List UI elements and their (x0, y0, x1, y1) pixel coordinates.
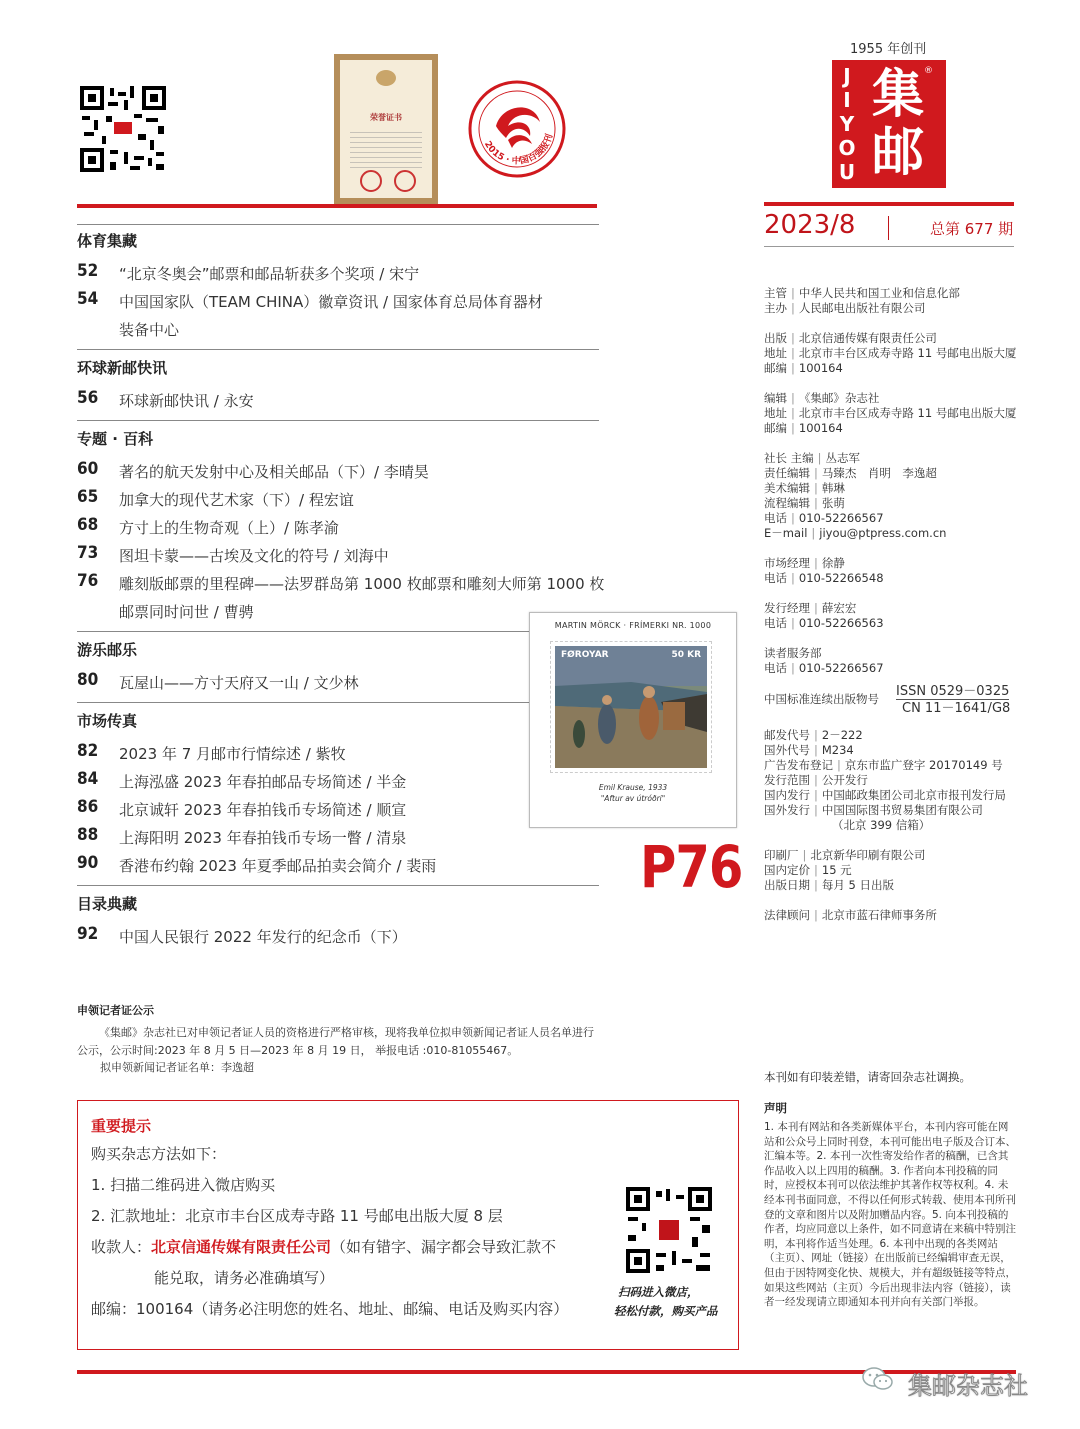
masthead-row (764, 848, 925, 863)
masthead-separator: | (814, 496, 818, 510)
toc-section-title: 体育集藏 (77, 232, 138, 250)
masthead-separator: | (791, 661, 795, 675)
toc-section-title: 游乐邮乐 (77, 641, 138, 659)
statement-body: 1. 本刊有网站和各类新媒体平台，本刊内容可能在网站和公众号上同时刊登，本刊可能出电子版及合订本、汇编本等。2. 本刊一次性寄发给作者的稿酬，已含其作品收入以上四用的稿酬。3. 作者向本刊投稿的同时，应授权本刊可以依法维护其著作权等权利。4. 未经本刊书面同意，不得以任何形式转载、使用本刊所刊登的文章和图片以及附加赠品内容。5. 向本刊投稿的作者，均应同意以上条件，如不同意请在来稿中特别注明，本刊将作适当处理。6. 本刊中出现的各类网站（主页）、网址（链接）在出版前已经编辑审查无误，但由于因特网变化快、规模大，并有超级链接等特点，如果这些网站（主页）今后出现非法内容（链接），读者一经发现请立即通知本刊并向有关部门举报。 (764, 1121, 1016, 1309)
tips-line3: 2. 汇款地址：北京市丰台区成寿寺路 11 号邮电出版大厦 8 层 (91, 1207, 503, 1225)
masthead-value: 010-52266548 (798, 571, 884, 585)
masthead-separator: | (814, 743, 818, 757)
masthead-separator: | (814, 481, 818, 495)
masthead-label: 美术编辑 (764, 481, 810, 495)
masthead-separator: | (814, 601, 818, 615)
masthead-label: 国外代号 (764, 743, 810, 757)
masthead-row (764, 773, 868, 788)
masthead-value: 薛宏宏 (821, 601, 857, 615)
toc-entry-text[interactable]: 加拿大的现代艺术家（下）/ 程宏谊 (119, 491, 354, 509)
logo-underline (764, 202, 1014, 206)
watermark-text: 集邮杂志社 (908, 1372, 1028, 1400)
masthead-label: 电话 (764, 571, 787, 585)
stamp-caption-title: "Aftur av útróðri" (600, 794, 666, 803)
masthead-separator: | (814, 728, 818, 742)
masthead-row (764, 331, 937, 346)
masthead-row (764, 863, 852, 878)
stamp-value: 50 KR (671, 650, 701, 660)
toc-page-number[interactable]: 68 (77, 515, 99, 535)
masthead-row (764, 496, 845, 511)
misprint-notice: 本刊如有印装差错，请寄回杂志社调换。 (764, 1070, 971, 1084)
masthead-row (764, 286, 960, 301)
toc-page-number[interactable]: 54 (77, 289, 99, 309)
magazine-logo (832, 60, 946, 188)
masthead-separator: | (791, 346, 795, 360)
toc-entry-text[interactable]: 香港布约翰 2023 年夏季邮品拍卖会简介 / 裴雨 (119, 857, 437, 875)
toc-entry-text[interactable]: 邮票同时问世 / 曹骋 (119, 603, 254, 621)
masthead-label: 主管 (764, 286, 787, 300)
toc-divider (77, 631, 599, 632)
statement-title: 声明 (764, 1101, 787, 1115)
masthead-value: 北京市丰台区成寿寺路 11 号邮电出版大厦 (798, 406, 1017, 420)
masthead-label: 电话 (764, 511, 787, 525)
masthead-row (764, 908, 937, 923)
toc-page-number[interactable]: 60 (77, 459, 99, 479)
toc-entry-text[interactable]: 北京诚轩 2023 年春拍钱币专场简述 / 顺宣 (119, 801, 407, 819)
masthead-value: 010-52266563 (798, 616, 884, 630)
masthead-separator: | (791, 511, 795, 525)
toc-entry-text[interactable]: 著名的航天发射中心及相关邮品（下）/ 李晴昊 (119, 463, 429, 481)
toc-page-number[interactable]: 92 (77, 924, 99, 944)
masthead-separator: | (811, 526, 816, 540)
toc-page-number[interactable]: 86 (77, 797, 99, 817)
masthead-label: 法律顾问 (764, 908, 810, 922)
masthead-separator: | (791, 616, 795, 630)
masthead-value: 2－222 (821, 728, 863, 742)
masthead-row (764, 391, 879, 406)
toc-section-title: 环球新邮快讯 (77, 359, 168, 377)
masthead-row (764, 526, 946, 541)
masthead-value: 100164 (798, 361, 843, 375)
toc-page-number[interactable]: 76 (77, 571, 99, 591)
toc-entry-text[interactable]: 中国国家队（TEAM CHINA）徽章资讯 / 国家体育总局体育器材 (119, 293, 543, 311)
masthead-separator: | (814, 556, 818, 570)
masthead-value: 北京新华印刷有限公司 (810, 848, 926, 862)
masthead-row (764, 646, 830, 661)
masthead-label: 广告发布登记 (764, 758, 833, 772)
masthead-value: 100164 (798, 421, 843, 435)
masthead-separator: | (814, 466, 818, 480)
masthead-row (764, 743, 854, 758)
masthead-value: M234 (821, 743, 854, 757)
masthead-row (764, 728, 863, 743)
masthead-value: 人民邮电出版社有限公司 (798, 301, 926, 315)
masthead-label: 读者服务部 (764, 646, 822, 660)
masthead-separator (764, 818, 772, 832)
masthead-separator: | (814, 788, 818, 802)
toc-page-number[interactable]: 82 (77, 741, 99, 761)
toc-entry-text[interactable]: 上海泓盛 2023 年春拍邮品专场简述 / 半金 (119, 773, 407, 791)
masthead-separator: | (791, 331, 795, 345)
masthead-label: E－mail (764, 526, 808, 540)
certificate-seal (360, 170, 382, 192)
logo-title: 集邮 (872, 64, 925, 183)
masthead-value: 韩琳 (821, 481, 845, 495)
masthead-value: 京东市监广登字 20170149 号 (844, 758, 1003, 772)
issue-divider (888, 216, 889, 240)
masthead-row (764, 406, 1016, 421)
issn-number: ISSN 0529－0325 (896, 684, 1010, 699)
masthead-separator: | (814, 863, 818, 877)
masthead-value: 010-52266567 (798, 661, 884, 675)
toc-top-rule (77, 204, 597, 208)
masthead-separator: | (791, 361, 795, 375)
masthead-label: 责任编辑 (764, 466, 810, 480)
tips-payee-name: 北京信通传媒有限责任公司 (151, 1238, 332, 1256)
tips-line2: 1. 扫描二维码进入微店购买 (91, 1176, 276, 1194)
toc-entry-text[interactable]: 上海阳明 2023 年春拍钱币专场一瞥 / 清泉 (119, 829, 407, 847)
masthead-row (764, 466, 937, 481)
toc-entry-text[interactable]: 环球新邮快讯 / 永安 (119, 392, 254, 410)
stamp-caption-artist: Emil Krause, 1933 (598, 783, 668, 792)
toc-section-title: 专题 · 百科 (77, 430, 154, 448)
masthead-value: 公开发行 (821, 773, 868, 787)
tips-zip: 邮编：100164（请务必注明您的姓名、地址、邮编、电话及购买内容） (91, 1300, 569, 1318)
masthead-label: 出版日期 (764, 878, 810, 892)
registered-mark-icon: ® (924, 66, 933, 76)
toc-divider (77, 420, 599, 421)
masthead-value: 北京信通传媒有限责任公司 (798, 331, 937, 345)
toc-page-number[interactable]: 90 (77, 853, 99, 873)
masthead-value: 中国国际图书贸易集团有限公司 (821, 803, 983, 817)
masthead-value: 《集邮》杂志社 (798, 391, 880, 405)
masthead-separator (822, 646, 830, 660)
masthead-label: 发行范围 (764, 773, 810, 787)
masthead-label: 流程编辑 (764, 496, 810, 510)
masthead-separator: | (814, 878, 818, 892)
issue-number: 总第 677 期 (930, 220, 1014, 238)
masthead-value: 徐静 (821, 556, 845, 570)
masthead-label: 出版 (764, 331, 787, 345)
masthead-value: 马臻杰 肖明 李逸超 (821, 466, 937, 480)
founded-text: 1955 年创刊 (850, 42, 927, 57)
toc-page-number[interactable]: 65 (77, 487, 99, 507)
masthead-value: （北京 399 信箱） (832, 818, 931, 832)
toc-entry-text[interactable]: 雕刻版邮票的里程碑——法罗群岛第 1000 枚邮票和雕刻大师第 1000 枚 (119, 575, 605, 593)
masthead-separator: | (791, 421, 795, 435)
masthead-value: 北京市蓝石律师事务所 (821, 908, 937, 922)
masthead-label: 国外发行 (764, 803, 810, 817)
masthead-row (764, 481, 845, 496)
masthead-separator: | (814, 773, 818, 787)
toc-divider (77, 885, 599, 886)
reporter-notice-names: 拟申领新闻记者证名单：李逸超 (100, 1061, 254, 1074)
masthead-label: 印刷厂 (764, 848, 799, 862)
masthead-separator: | (791, 286, 795, 300)
toc-entry-text[interactable]: 方寸上的生物奇观（上）/ 陈孝渝 (119, 519, 339, 537)
masthead-row (764, 421, 843, 436)
toc-page-number[interactable]: 80 (77, 670, 99, 690)
qr-caption-1: 扫码进入微店， (618, 1285, 699, 1299)
masthead-separator: | (802, 848, 807, 862)
honor-certificate (334, 54, 438, 204)
masthead-separator: | (791, 406, 795, 420)
masthead-row (764, 616, 884, 631)
masthead-row (764, 301, 925, 316)
stamp-image (550, 641, 712, 773)
issn-label: 中国标准连续出版物号 (764, 692, 879, 706)
masthead-separator: | (837, 758, 841, 772)
masthead-row (764, 511, 884, 526)
masthead-separator: | (791, 571, 795, 585)
toc-entry-text[interactable]: 中国人民银行 2022 年发行的纪念币（下） (119, 928, 407, 946)
certificate-title: 荣誉证书 (370, 113, 402, 122)
masthead-separator: | (791, 391, 795, 405)
tips-payee (91, 1236, 556, 1257)
toc-section-title: 目录典藏 (77, 895, 138, 913)
masthead-label: 发行经理 (764, 601, 810, 615)
tips-title: 重要提示 (91, 1117, 152, 1135)
masthead-row (764, 661, 884, 676)
issue-date: 2023/8 (764, 210, 856, 240)
qr-caption-2: 轻松付款，购买产品 (614, 1304, 718, 1318)
toc-divider (77, 702, 599, 703)
stamp-country: FØROYAR (561, 650, 609, 660)
masthead-value: jiyou@ptpress.com.cn (819, 526, 947, 540)
masthead-row (764, 878, 894, 893)
masthead-value: 010-52266567 (798, 511, 884, 525)
toc-page-number[interactable]: 73 (77, 543, 99, 563)
masthead-label: 编辑 (764, 391, 787, 405)
masthead-label: 地址 (764, 406, 787, 420)
masthead-label: 市场经理 (764, 556, 810, 570)
toc-page-number[interactable]: 56 (77, 388, 99, 408)
toc-entry-text[interactable]: 2023 年 7 月邮市行情综述 / 紫牧 (119, 745, 346, 763)
toc-page-number[interactable]: 88 (77, 825, 99, 845)
masthead-value: 北京市丰台区成寿寺路 11 号邮电出版大厦 (798, 346, 1017, 360)
toc-divider (77, 349, 599, 350)
masthead-label: 主办 (764, 301, 787, 315)
masthead-label: 国内发行 (764, 788, 810, 802)
masthead-value: 15 元 (821, 863, 852, 877)
important-tips-box (77, 1100, 739, 1350)
masthead-label: 邮编 (764, 361, 787, 375)
toc-entry-text[interactable]: 装备中心 (119, 321, 180, 339)
masthead-row (764, 788, 1006, 803)
masthead-row (764, 451, 860, 466)
stamp-sheet (529, 612, 737, 828)
tips-payee-note2: 能兑取，请务必准确填写） (154, 1269, 335, 1287)
tips-payee-label: 收款人： (91, 1238, 152, 1256)
certificate-seal (394, 170, 416, 192)
reporter-notice-body: 《集邮》杂志社已对申领记者证人员的资格进行严格审核，现将我单位拟申领新闻记者证人员名单进行公示，公示时间:2023 年 8 月 5 日—2023 年 8 月 19 日， 举报电话 :010-81055467。 (77, 1026, 594, 1057)
svg-text:2015 · 中国百强报刊: 2015 · 中国百强报刊 (481, 132, 556, 167)
masthead-label: 邮编 (764, 421, 787, 435)
masthead-row (764, 346, 1016, 361)
masthead-row (764, 818, 930, 833)
toc-entry-text[interactable]: 图坦卡蒙——古埃及文化的符号 / 刘海中 (119, 547, 389, 565)
masthead-label: 国内定价 (764, 863, 810, 877)
masthead-row (764, 601, 856, 616)
certificate-emblem (376, 70, 396, 86)
masthead-label: 电话 (764, 616, 787, 630)
stamp-sheet-title: MARTIN MÖRCK · FRÍMERKI NR. 1000 (554, 621, 712, 630)
masthead-value: 张萌 (821, 496, 845, 510)
toc-divider (77, 224, 599, 225)
cn-number: CN 11－1641/G8 (902, 701, 1011, 716)
masthead-value: 丛志军 (825, 451, 861, 465)
masthead-separator: | (814, 908, 818, 922)
logo-pinyin: JIYOU (835, 64, 859, 184)
masthead-label: 社长 主编 (764, 451, 814, 465)
masthead-separator: | (814, 803, 818, 817)
page-reference: P76 (640, 833, 743, 901)
toc-section-title: 市场传真 (77, 712, 138, 730)
toc-page-number[interactable]: 52 (77, 261, 99, 281)
masthead-label: 邮发代号 (764, 728, 810, 742)
issue-rule (764, 246, 1014, 247)
masthead-row (764, 803, 983, 818)
masthead-value: 中国邮政集团公司北京市报刊发行局 (821, 788, 1006, 802)
top100-badge-icon (468, 80, 566, 178)
masthead-row (764, 361, 843, 376)
toc-entry-text[interactable]: 瓦屋山——方寸天府又一山 / 文少林 (119, 674, 359, 692)
masthead-label: 电话 (764, 661, 787, 675)
masthead-separator: | (817, 451, 822, 465)
masthead-value: 中华人民共和国工业和信息化部 (798, 286, 960, 300)
masthead-row (764, 556, 845, 571)
reporter-notice-title: 申领记者证公示 (77, 1004, 154, 1017)
masthead-row (764, 571, 884, 586)
masthead-separator: | (791, 301, 795, 315)
toc-page-number[interactable]: 84 (77, 769, 99, 789)
masthead-label: 地址 (764, 346, 787, 360)
qr-code-top (80, 86, 166, 172)
toc-entry-text[interactable]: “北京冬奥会”邮票和邮品斩获多个奖项 / 宋宁 (119, 265, 420, 283)
qr-code-shop[interactable] (626, 1187, 712, 1273)
masthead-row (764, 758, 1003, 773)
masthead-value: 每月 5 日出版 (821, 878, 895, 892)
tips-payee-note: （如有错字、漏字都会导致汇款不 (331, 1238, 557, 1256)
wechat-icon (862, 1367, 894, 1391)
tips-line1: 购买杂志方法如下： (91, 1145, 227, 1163)
